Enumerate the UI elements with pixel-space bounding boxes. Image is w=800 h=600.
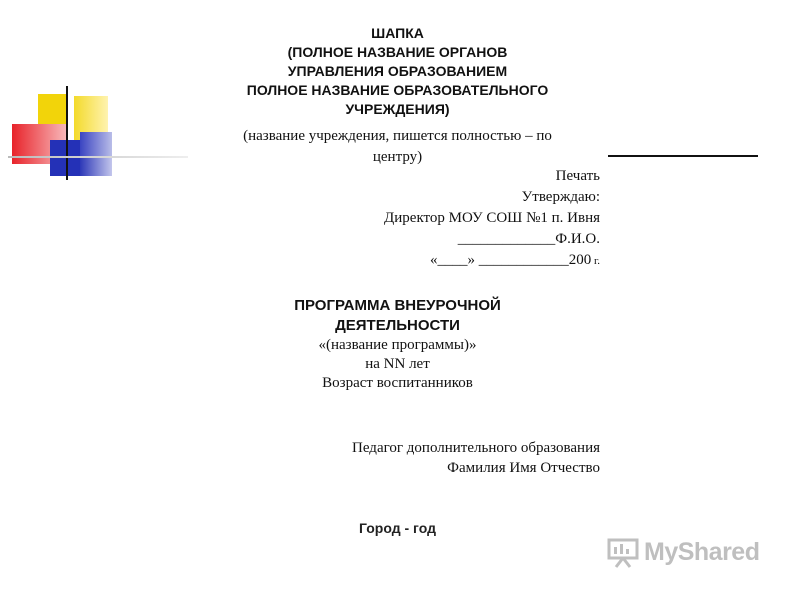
vertical-divider (66, 86, 68, 180)
program-name: «(название программы)» (318, 337, 477, 353)
program-title: ПРОГРАММА ВНЕУРОЧНОЙ (294, 297, 501, 314)
date-line (300, 250, 600, 272)
presentation-board-icon (606, 538, 640, 568)
approval-block (300, 166, 600, 272)
approve-label: Утверждаю: (521, 189, 600, 205)
date-main: «____» ____________200 (429, 252, 592, 268)
program-block (210, 296, 585, 393)
signature-line: _____________Ф.И.О. (457, 231, 600, 247)
teacher-block (290, 438, 600, 478)
stamp-label: Печать (555, 168, 600, 184)
watermark-text: MyShared (644, 538, 760, 566)
date-suffix: г. (591, 255, 600, 267)
program-title: ДЕЯТЕЛЬНОСТИ (335, 317, 460, 334)
teacher-name: Фамилия Имя Отчество (447, 460, 600, 476)
blue-square (80, 156, 112, 176)
header-note (200, 126, 595, 168)
horizontal-divider (8, 156, 188, 158)
header-note-line: (название учреждения, пишется полностью – по (243, 128, 552, 144)
program-age: Возраст воспитанников (322, 375, 473, 391)
watermark-logo (606, 536, 766, 570)
institution-header (200, 24, 595, 119)
header-line: (ПОЛНОЕ НАЗВАНИЕ ОРГАНОВ (287, 44, 508, 60)
program-duration: на NN лет (365, 356, 430, 372)
teacher-role: Педагог дополнительного образования (352, 440, 600, 456)
header-line: ШАПКА (371, 25, 424, 41)
header-line: ПОЛНОЕ НАЗВАНИЕ ОБРАЗОВАТЕЛЬНОГО (246, 82, 549, 98)
header-line: УПРАВЛЕНИЯ ОБРАЗОВАНИЕМ (287, 63, 508, 79)
header-line: УЧРЕЖДЕНИЯ) (345, 101, 450, 117)
city-year: Город - год (359, 520, 436, 536)
decorative-squares-logo (8, 84, 193, 184)
header-rule (608, 155, 758, 157)
header-note-line: центру) (372, 149, 423, 165)
director-label: Директор МОУ СОШ №1 п. Ивня (384, 210, 600, 226)
